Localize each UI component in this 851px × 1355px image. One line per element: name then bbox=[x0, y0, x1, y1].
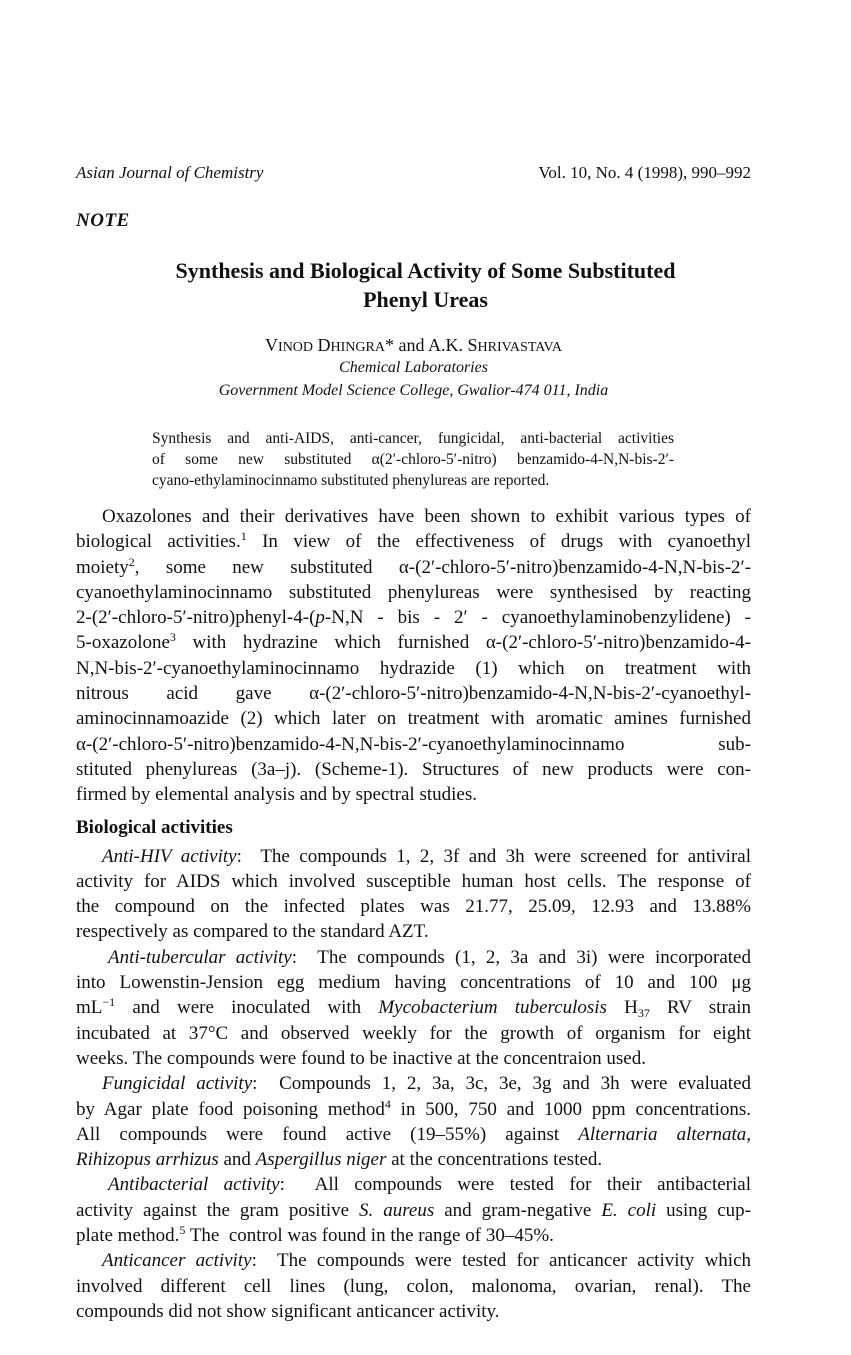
corresponding-star: * bbox=[384, 335, 394, 355]
hiv-line: Anti-HIV activity: The compounds 1, 2, 3f and 3h were screened for antiviral bbox=[102, 845, 751, 867]
fung-label: Fungicidal activity bbox=[102, 1073, 253, 1095]
hiv-line: activity for AIDS which involved susceptible human host cells. The response of bbox=[76, 870, 751, 892]
citation-ref: 4 bbox=[384, 1096, 391, 1111]
intro-line: firmed by elemental analysis and by spectral studies. bbox=[76, 784, 477, 806]
citation-ref: 2 bbox=[128, 554, 135, 569]
intro-line: 5-oxazolone$^3$ with hydrazine which furnished α-(2′-chloro-5′-nitro)benzamido-4- bbox=[76, 630, 751, 654]
tb-line: Anti-tubercular activity: The compounds (1, 2, 3a and 3i) were incorporated bbox=[108, 946, 751, 968]
author-and: and bbox=[393, 335, 428, 355]
intro-line: moiety$^2$, some new substituted α-(2′-chloro-5′-nitro)benzamido-4-N,N-bis-2′- bbox=[76, 554, 751, 578]
citation-ref: 3 bbox=[169, 630, 176, 645]
author-2 bbox=[428, 335, 562, 355]
journal-name: Asian Journal of Chemistry bbox=[76, 163, 264, 182]
author-1-first-initial: V bbox=[265, 335, 279, 355]
intro-line: 2-(2′-chloro-5′-nitro)phenyl-4-(p-N,N - bis - 2′ - cyanoethylaminobenzylidene) - bbox=[76, 607, 751, 629]
abstract-line: of some new substituted α(2′-chloro-5′-nitro) benzamido-4-N,N-bis-2′- bbox=[152, 451, 674, 468]
title-line-1: Synthesis and Biological Activity of Some Substituted bbox=[175, 258, 676, 283]
cancer-line: Anticancer activity: The compounds were tested for anticancer activity which bbox=[102, 1250, 751, 1272]
cancer-line: involved different cell lines (lung, colon, malonoma, ovarian, renal). The bbox=[76, 1275, 751, 1297]
tb-line: weeks. The compounds were found to be inactive at the concentraion used. bbox=[76, 1047, 646, 1069]
author-1 bbox=[265, 335, 394, 355]
author-2-last-rest: HRIVASTAVA bbox=[477, 340, 562, 355]
abstract bbox=[152, 428, 674, 491]
tb-line: into Lowenstin-Jension egg medium having concentrations of 10 and 100 μg bbox=[76, 972, 751, 994]
citation-ref: 5 bbox=[179, 1223, 186, 1238]
fung-line: Rihizopus arrhizus and Aspergillus niger at the concentrations tested. bbox=[76, 1149, 603, 1171]
author-1-last-initial: D bbox=[317, 335, 331, 355]
cancer-line: compounds did not show significant anticancer activity. bbox=[76, 1300, 500, 1322]
author-1-last-rest: HINGRA bbox=[330, 340, 385, 355]
intro-line: α-(2′-chloro-5′-nitro)benzamido-4-N,N-bis-2′-cyanoethylaminocinnamo sub- bbox=[76, 733, 751, 755]
hiv-line: respectively as compared to the standard AZT. bbox=[76, 921, 429, 943]
author-2-last-initial: S bbox=[467, 335, 478, 355]
fung-line: by Agar plate food poisoning method$^4$ in 500, 750 and 1000 ppm concentrations. bbox=[76, 1096, 751, 1120]
antibac-line: plate method.$^5$ The control was found in the range of 30–45%. bbox=[76, 1223, 554, 1247]
fung-line: Fungicidal activity: Compounds 1, 2, 3a, 3c, 3e, 3g and 3h were evaluated bbox=[102, 1073, 752, 1095]
hiv-label: Anti-HIV activity bbox=[102, 845, 237, 867]
cancer-label: Anticancer activity bbox=[102, 1250, 252, 1272]
citation-ref: 1 bbox=[240, 529, 247, 544]
affiliation-college: Government Model Science College, Gwalior-474 011, India bbox=[218, 382, 609, 399]
section-heading: Biological activities bbox=[76, 816, 233, 838]
antibac-line: Antibacterial activity: All compounds were tested for their antibacterial bbox=[108, 1174, 751, 1196]
intro-line: biological activities.$^1$ In view of the effectiveness of drugs with cyanoethyl bbox=[76, 529, 751, 553]
intro-line: cyanoethylaminocinnamo substituted phenylureas were synthesised by reacting bbox=[76, 581, 751, 603]
intro-line: stituted phenylureas (3a–j). (Scheme-1). Structures of new products were con- bbox=[76, 758, 751, 780]
running-head bbox=[76, 163, 751, 183]
abstract-line: Synthesis and anti-AIDS, anti-cancer, fungicidal, anti-bacterial activities bbox=[152, 430, 674, 447]
tb-line: $mL^{-1}$ and were inoculated with Mycobacterium tuberculosis $H_{37}$ RV strain bbox=[76, 995, 751, 1021]
author-1-first-rest: INOD bbox=[278, 340, 314, 355]
tb-label: Anti-tubercular activity bbox=[108, 946, 292, 968]
tb-line: incubated at 37°C and observed weekly for the growth of organism for eight bbox=[76, 1022, 751, 1044]
volume-info: Vol. 10, No. 4 (1998), 990–992 bbox=[538, 163, 751, 182]
intro-line: Oxazolones and their derivatives have been shown to exhibit various types of bbox=[102, 506, 751, 527]
affiliation-lab: Chemical Laboratories bbox=[339, 359, 488, 376]
intro-line: N,N-bis-2′-cyanoethylaminocinnamo hydrazide (1) which on treatment with bbox=[76, 657, 751, 679]
abstract-line: cyano-ethylaminocinnamo substituted phenylureas are reported. bbox=[152, 472, 550, 489]
fung-line: All compounds were found active (19–55%) against Alternaria alternata, bbox=[76, 1123, 751, 1145]
antibac-line: activity against the gram positive S. aureus and gram-negative E. coli using cup- bbox=[76, 1199, 751, 1221]
title-line-2: Phenyl Ureas bbox=[363, 287, 488, 312]
body-text bbox=[76, 504, 751, 1324]
author-list bbox=[76, 335, 751, 356]
intro-line: aminocinnamoazide (2) which later on treatment with aromatic amines furnished bbox=[76, 708, 751, 730]
author-2-first: A.K. bbox=[427, 335, 468, 355]
note-label: NOTE bbox=[76, 210, 130, 231]
paper-title bbox=[90, 256, 761, 314]
hiv-line: the compound on the infected plates was 21.77, 25.09, 12.93 and 13.88% bbox=[76, 896, 751, 918]
antibac-label: Antibacterial activity bbox=[108, 1174, 280, 1196]
intro-line: nitrous acid gave α-(2′-chloro-5′-nitro)benzamido-4-N,N-bis-2′-cyanoethyl- bbox=[76, 683, 751, 705]
